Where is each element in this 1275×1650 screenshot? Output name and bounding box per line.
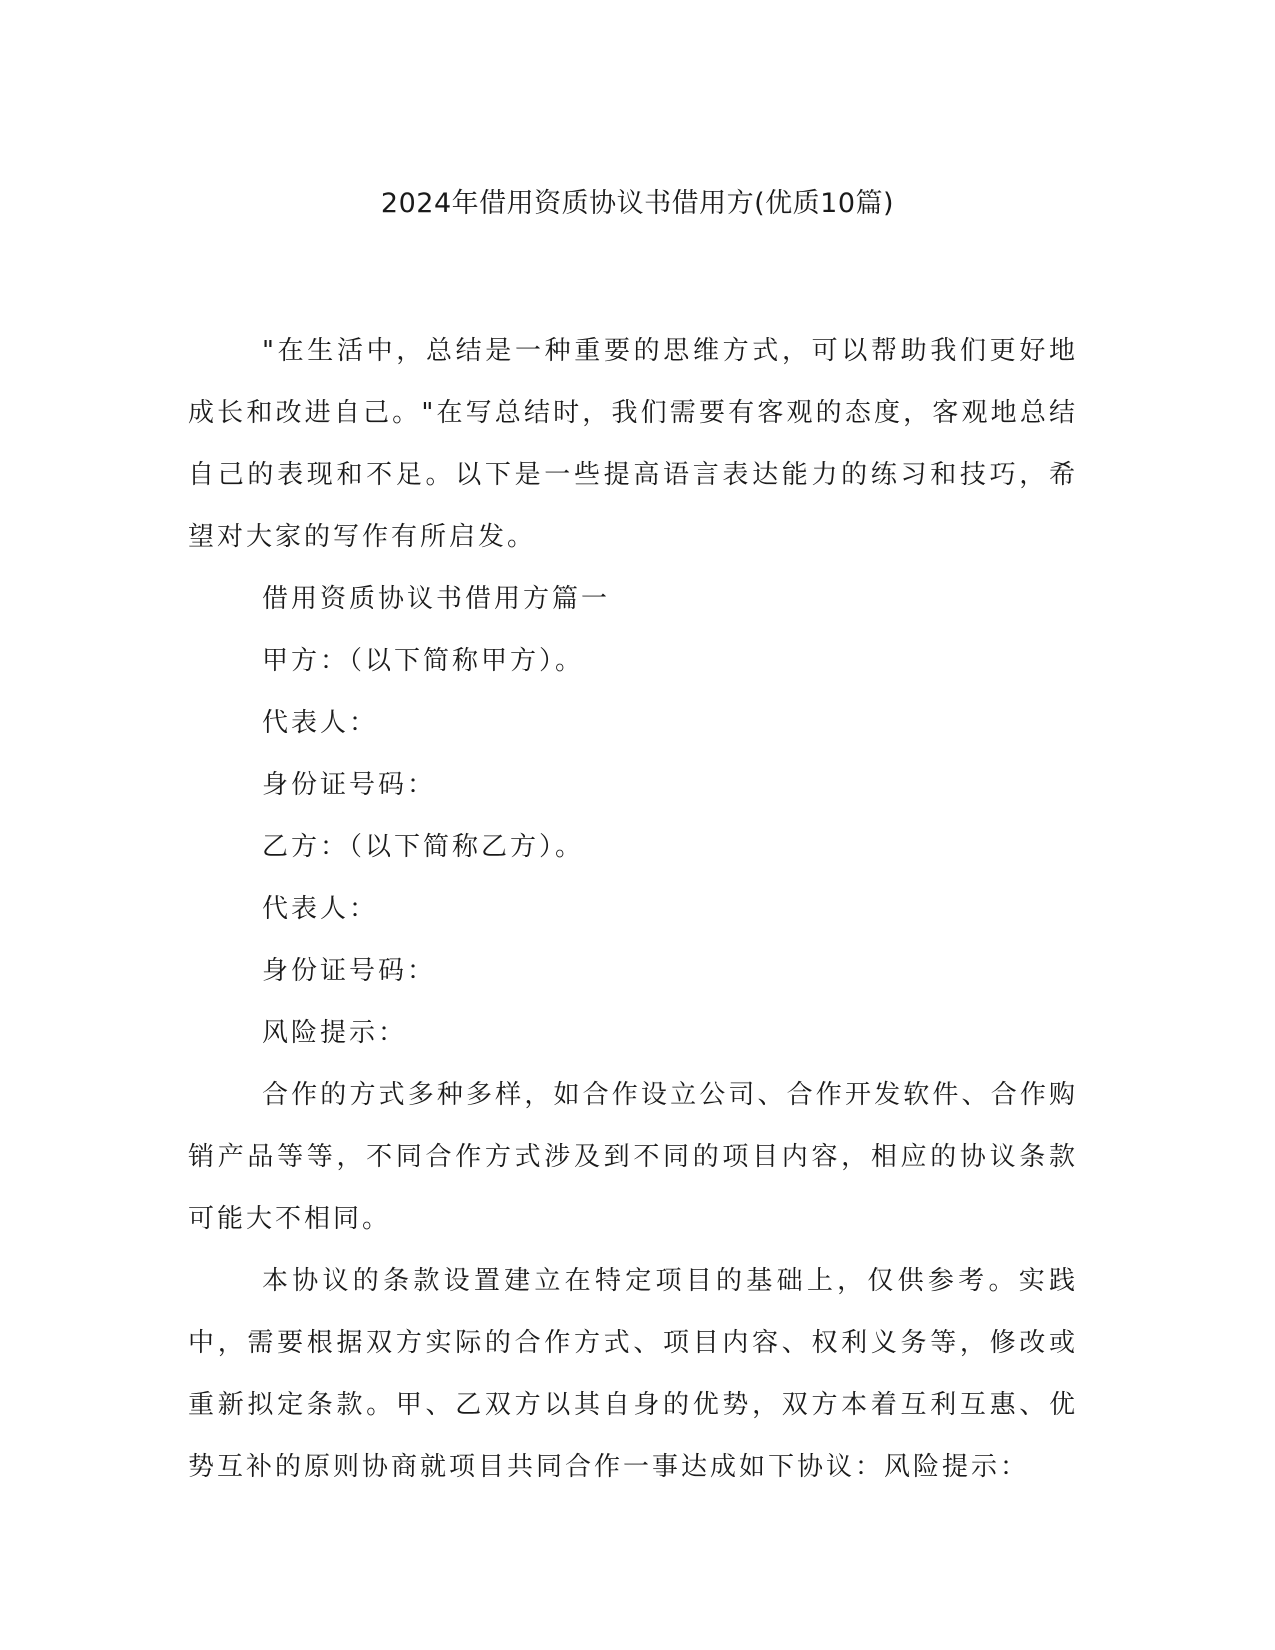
party-a-representative: 代表人： [262,708,379,738]
party-b-line: 乙方：（以下简称乙方）。 [262,832,585,862]
party-a-id-number: 身份证号码： [262,770,437,800]
document-body [188,320,1078,1498]
risk-notice-label: 风险提示： [262,1018,408,1048]
party-b-representative: 代表人： [262,894,379,924]
party-a-line: 甲方：（以下简称甲方）。 [262,646,585,676]
intro-paragraph: "在生活中，总结是一种重要的思维方式，可以帮助我们更好地成长和改进自己。"在写总结时，我们需要有客观的态度，客观地总结自己的表现和不足。以下是一些提高语言表达能力的练习和技巧，希望对大家的写作有所启发。 [188,336,1078,552]
agreement-terms-paragraph: 本协议的条款设置建立在特定项目的基础上，仅供参考。实践中，需要根据双方实际的合作方式、项目内容、权利义务等，修改或重新拟定条款。甲、乙双方以其自身的优势，双方本着互利互惠、优势互补的原则协商就项目共同合作一事达成如下协议：风险提示： [188,1266,1078,1482]
cooperation-paragraph: 合作的方式多种多样，如合作设立公司、合作开发软件、合作购销产品等等，不同合作方式涉及到不同的项目内容，相应的协议条款可能大不相同。 [188,1080,1078,1234]
document-title: 2024年借用资质协议书借用方(优质10篇) [380,188,895,219]
party-b-id-number: 身份证号码： [262,956,437,986]
section-heading: 借用资质协议书借用方篇一 [262,584,611,614]
